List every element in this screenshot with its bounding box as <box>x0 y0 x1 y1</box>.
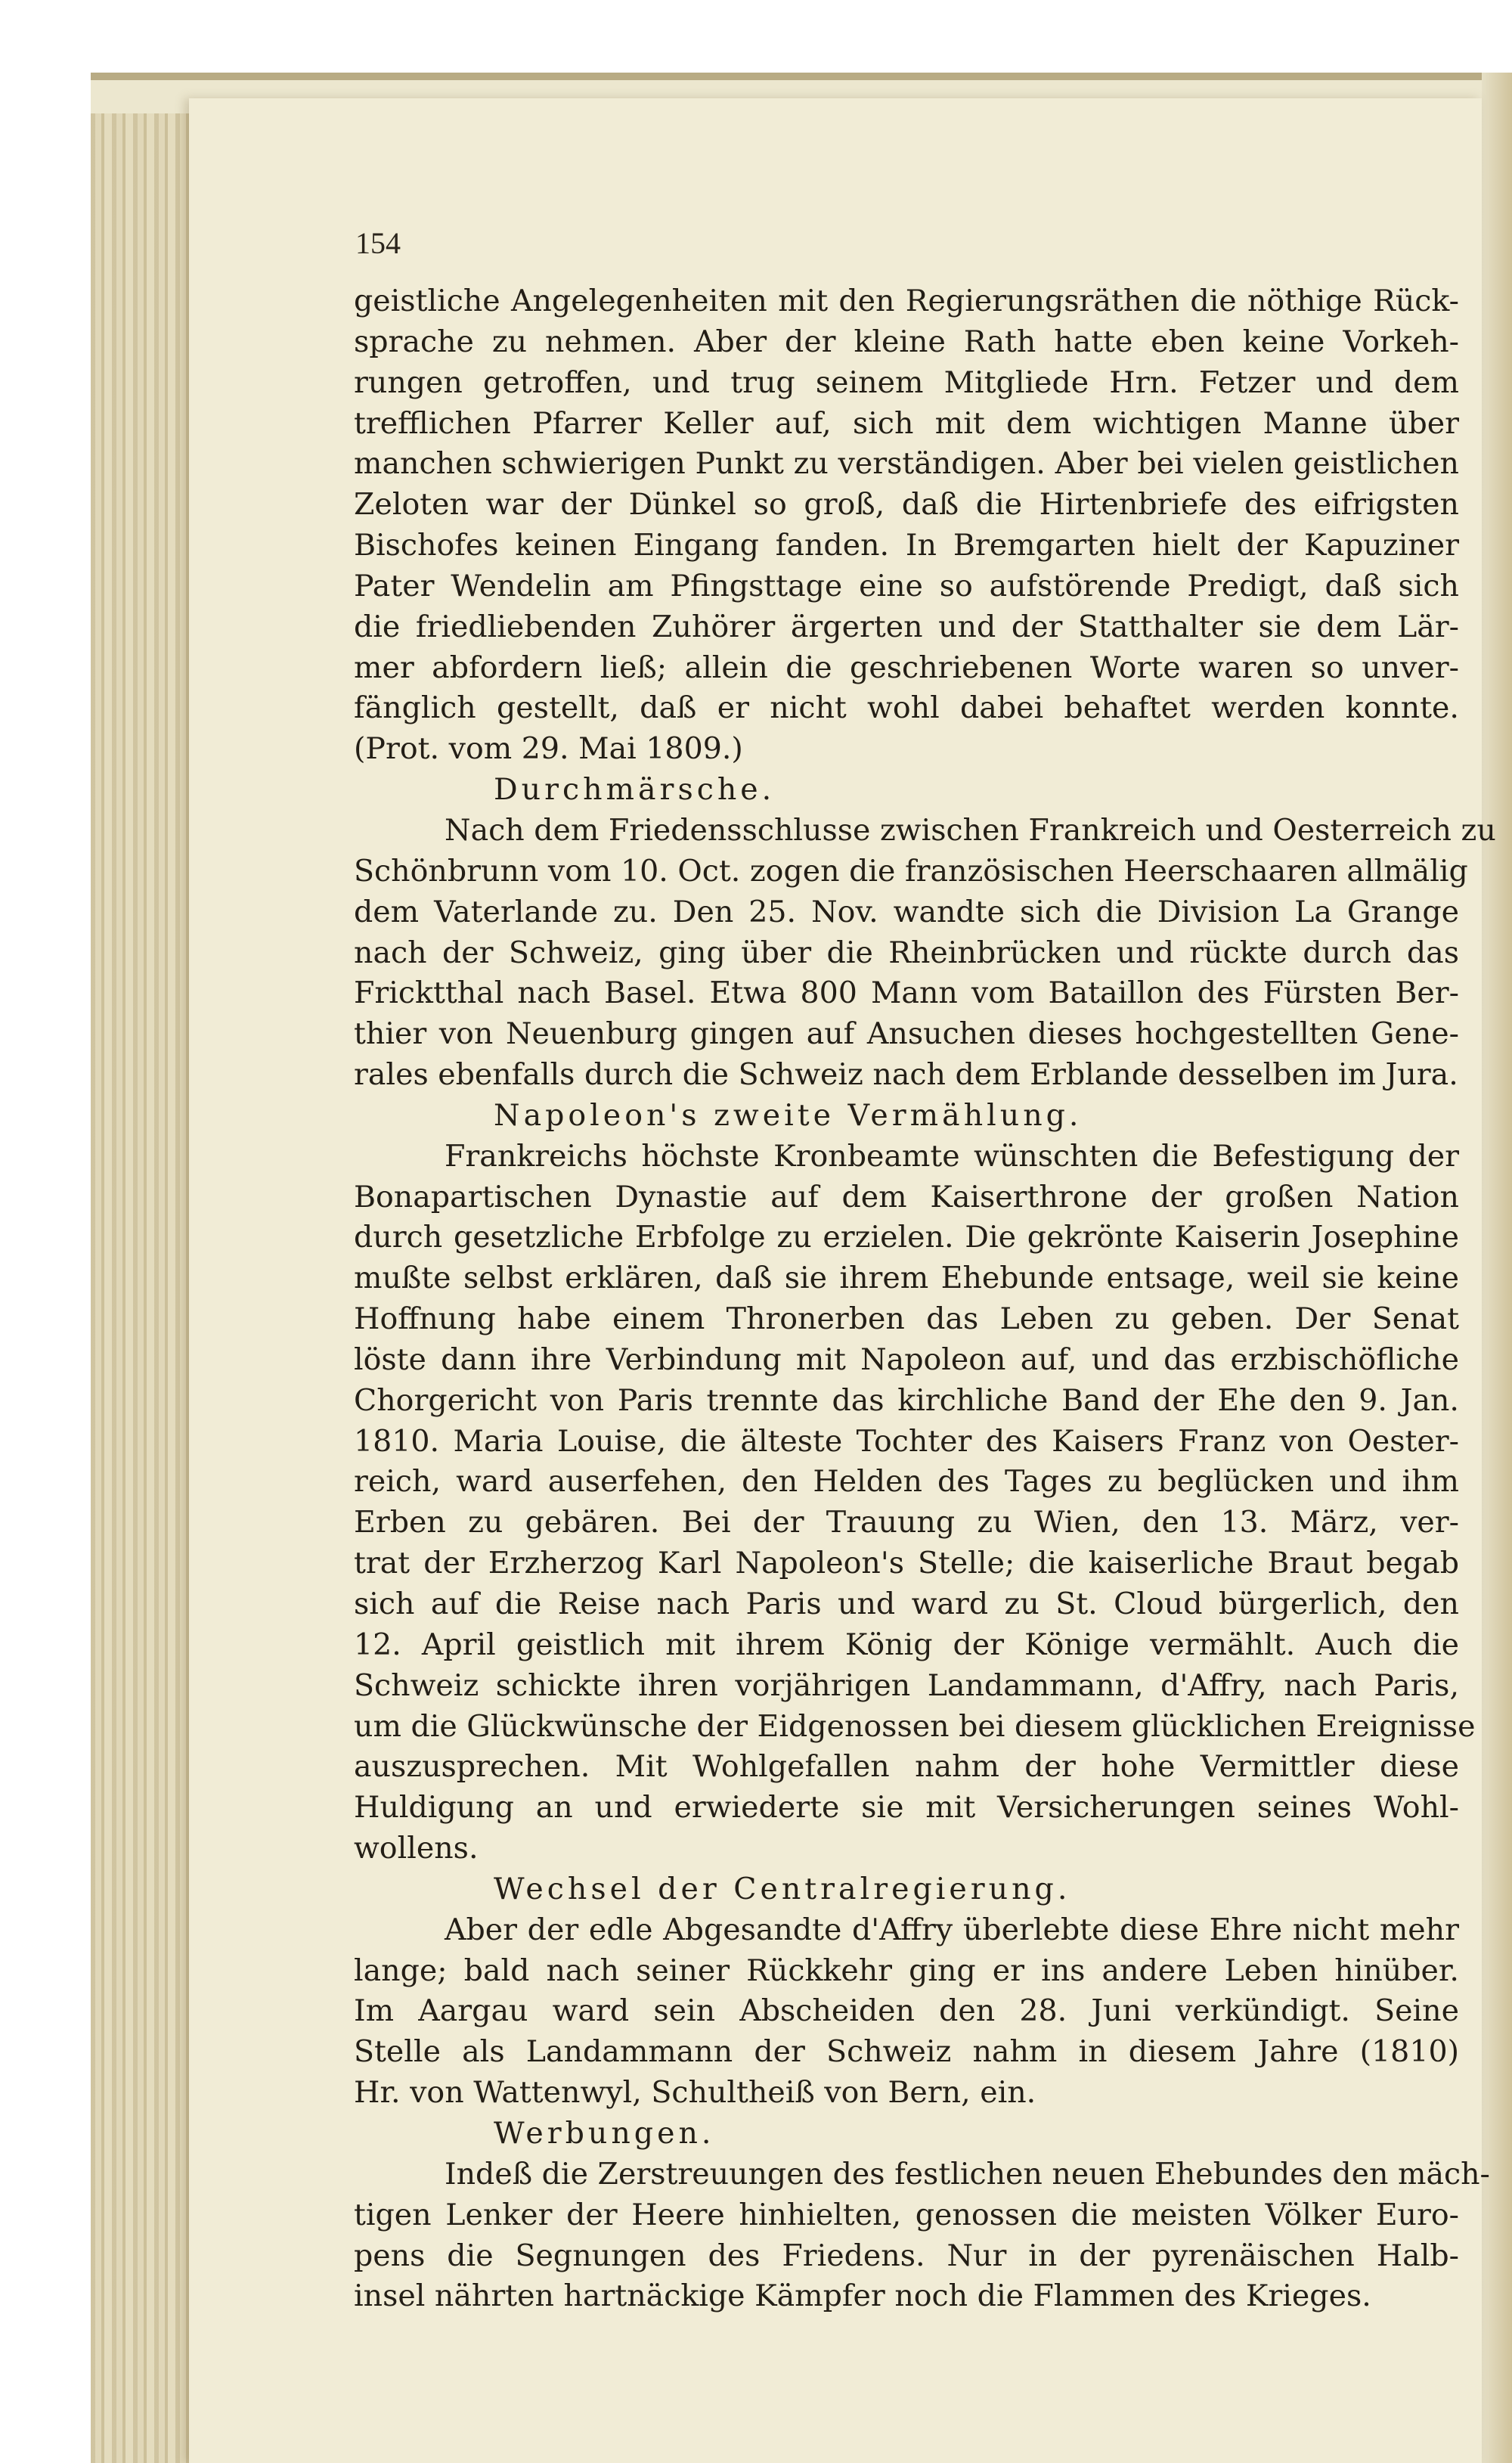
text-line: (Prot. vom 29. Mai 1809.) <box>354 731 743 767</box>
section-heading: Durchmärsche. <box>494 772 776 808</box>
text-line: reich, ward auserfehen, den Helden des Tages zu beglücken und ihm <box>354 1464 1459 1500</box>
text-line: rungen getroffen, und trug seinem Mitgliede Hrn. Fetzer und dem <box>354 364 1459 400</box>
text-line: sich auf die Reise nach Paris und ward zu St. Cloud bürgerlich, den <box>354 1587 1459 1621</box>
text-line: Bischofes keinen Eingang fanden. In Bremgarten hielt der Kapuziner <box>354 528 1459 563</box>
text-line: Aber der edle Abgesandte d'Affry überlebte diese Ehre nicht mehr <box>445 1912 1459 1947</box>
text-line: um die Glückwünsche der Eidgenossen bei diesem glücklichen Ereignisse <box>354 1708 1476 1744</box>
section-heading: Wechsel der Centralregierung. <box>494 1871 1071 1906</box>
text-line: Zeloten war der Dünkel so groß, daß die Hirtenbriefe des eifrigsten <box>354 487 1459 523</box>
text-line: insel nährten hartnäckige Kämpfer noch die Flammen des Krieges. <box>354 2278 1371 2314</box>
page-text <box>354 281 1496 2317</box>
text-line: 12. April geistlich mit ihrem König der Könige vermählt. Auch die <box>354 1627 1459 1662</box>
page-number: 154 <box>355 226 401 260</box>
text-line: fänglich gestellt, daß er nicht wohl dabei behaftet werden konnte. <box>354 690 1459 726</box>
page-edges <box>91 113 204 2463</box>
text-line: löste dann ihre Verbindung mit Napoleon auf, und das erzbischöfliche <box>354 1342 1459 1377</box>
text-line: Hr. von Wattenwyl, Schultheiß von Bern, ein. <box>354 2075 1036 2111</box>
text-line: wollens. <box>354 1831 479 1866</box>
text-line: Pater Wendelin am Pfingsttage eine so aufstörende Predigt, daß sich <box>354 568 1459 603</box>
text-line: geistliche Angelegenheiten mit den Regierungsräthen die nöthige Rück- <box>354 284 1459 318</box>
text-line: Frankreichs höchste Kronbeamte wünschten die Befestigung der <box>445 1138 1459 1174</box>
text-line: lange; bald nach seiner Rückkehr ging er ins andere Leben hinüber. <box>354 1953 1459 1988</box>
text-line: dem Vaterlande zu. Den 25. Nov. wandte sich die Division La Grange <box>354 894 1459 929</box>
text-line: die friedliebenden Zuhörer ärgerten und der Statthalter sie dem Lär- <box>354 609 1459 644</box>
text-line: trefflichen Pfarrer Keller auf, sich mit dem wichtigen Manne über <box>354 405 1459 441</box>
text-line: manchen schwierigen Punkt zu verständigen. Aber bei vielen geistlichen <box>354 446 1459 482</box>
text-line: Schweiz schickte ihren vorjährigen Landammann, d'Affry, nach Paris, <box>354 1667 1459 1703</box>
text-line: auszusprechen. Mit Wohlgefallen nahm der hohe Vermittler diese <box>354 1749 1459 1785</box>
text-line: Nach dem Friedensschlusse zwischen Frankreich und Oesterreich zu <box>445 812 1496 848</box>
text-line: pens die Segnungen des Friedens. Nur in der pyrenäischen Halb- <box>354 2238 1459 2273</box>
right-page-edge <box>1482 73 1512 2463</box>
text-line: Schönbrunn vom 10. Oct. zogen die französischen Heerschaaren allmälig <box>354 853 1468 889</box>
text-line: mer abfordern ließ; allein die geschriebenen Worte waren so unver- <box>354 650 1459 685</box>
text-line: mußte selbst erklären, daß sie ihrem Ehebunde entsage, weil sie keine <box>354 1261 1459 1296</box>
text-line: Huldigung an und erwiederte sie mit Versicherungen seines Wohl- <box>354 1790 1459 1826</box>
text-line: sprache zu nehmen. Aber der kleine Rath hatte eben keine Vorkeh- <box>354 324 1459 359</box>
text-line: durch gesetzliche Erbfolge zu erzielen. Die gekrönte Kaiserin Josephine <box>354 1220 1459 1255</box>
text-line: Chorgericht von Paris trennte das kirchliche Band der Ehe den 9. Jan. <box>354 1382 1459 1418</box>
text-line: Erben zu gebären. Bei der Trauung zu Wien, den 13. März, ver- <box>354 1505 1459 1540</box>
text-line: Fricktthal nach Basel. Etwa 800 Mann vom Bataillon des Fürsten Ber- <box>354 976 1459 1011</box>
text-line: Bonapartischen Dynastie auf dem Kaiserthrone der großen Nation <box>354 1179 1459 1214</box>
text-line: 1810. Maria Louise, die älteste Tochter des Kaisers Franz von Oester- <box>354 1423 1459 1459</box>
section-heading: Napoleon's zweite Vermählung. <box>494 1097 1083 1133</box>
text-line: thier von Neuenburg gingen auf Ansuchen dieses hochgestellten Gene- <box>354 1016 1459 1052</box>
text-line: Im Aargau ward sein Abscheiden den 28. Juni verkündigt. Seine <box>354 1993 1459 2029</box>
text-line: trat der Erzherzog Karl Napoleon's Stelle; die kaiserliche Braut begab <box>354 1546 1459 1581</box>
text-line: Hoffnung habe einem Thronerben das Leben zu geben. Der Senat <box>354 1301 1459 1337</box>
text-line: nach der Schweiz, ging über die Rheinbrücken und rückte durch das <box>354 935 1459 970</box>
section-heading: Werbungen. <box>494 2115 715 2151</box>
text-line: tigen Lenker der Heere hinhielten, genossen die meisten Völker Euro- <box>354 2197 1459 2232</box>
text-line: rales ebenfalls durch die Schweiz nach dem Erblande desselben im Jura. <box>354 1057 1458 1093</box>
text-line: Indeß die Zerstreuungen des festlichen neuen Ehebundes den mäch- <box>445 2156 1490 2192</box>
text-line: Stelle als Landammann der Schweiz nahm in diesem Jahre (1810) <box>354 2034 1459 2070</box>
